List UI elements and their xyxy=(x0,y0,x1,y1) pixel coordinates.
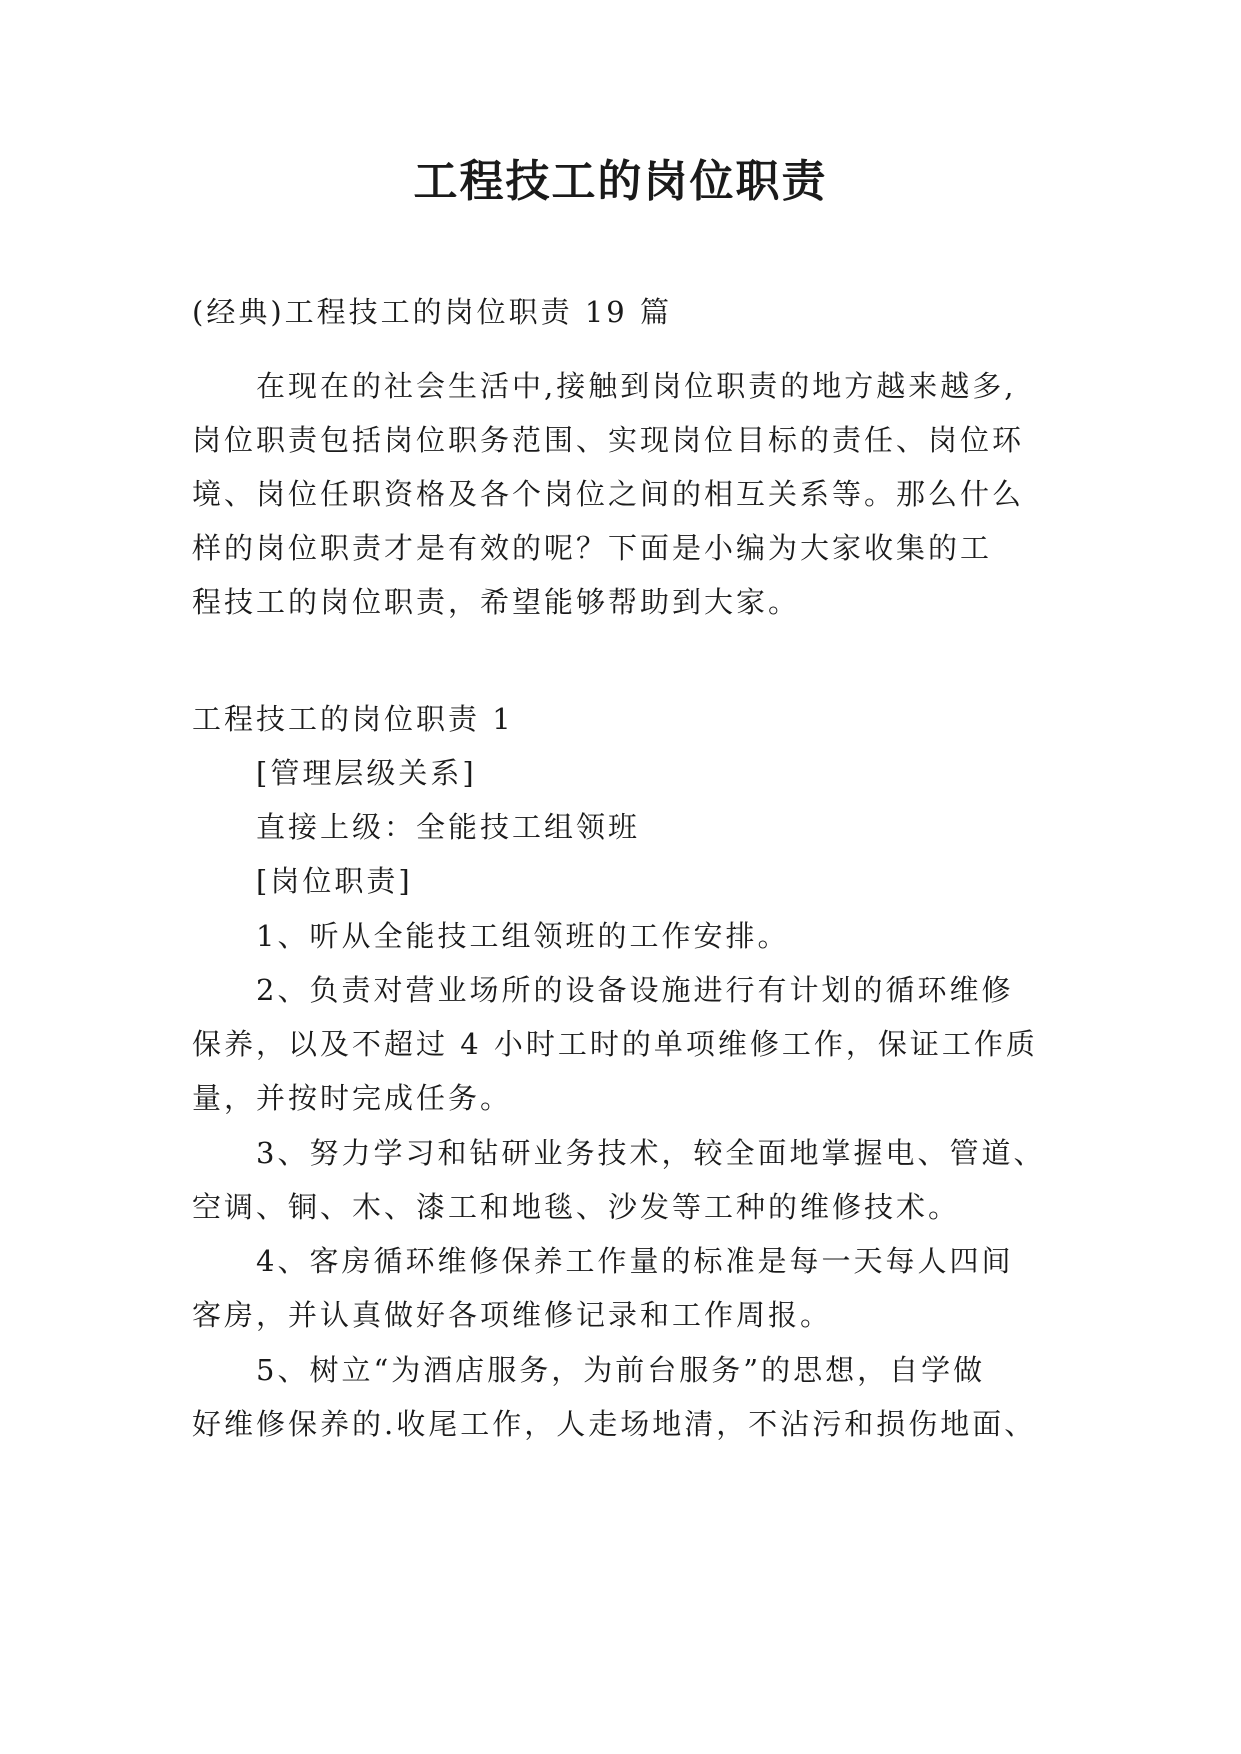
intro-line: 程技工的岗位职责，希望能够帮助到大家。 xyxy=(192,585,801,619)
duty-line: 保养，以及不超过 4 小时工时的单项维修工作，保证工作质 xyxy=(192,1027,1038,1061)
duty-line: 1、听从全能技工组领班的工作安排。 xyxy=(256,919,790,953)
duty-line: 空调、铜、木、漆工和地毯、沙发等工种的维修技术。 xyxy=(192,1190,961,1224)
duty-line: 好维修保养的.收尾工作，人走场地清，不沾污和损伤地面、 xyxy=(192,1407,1037,1441)
section-label: [岗位职责] xyxy=(256,864,413,898)
duty-line: 客房，并认真做好各项维修记录和工作周报。 xyxy=(192,1298,833,1332)
duty-line: 4、客房循环维修保养工作量的标准是每一天每人四间 xyxy=(256,1244,1014,1278)
section-label: [管理层级关系] xyxy=(256,756,477,790)
intro-line: 岗位职责包括岗位职务范围、实现岗位目标的责任、岗位环 xyxy=(192,423,1025,457)
supervisor-line: 直接上级：全能技工组领班 xyxy=(256,810,641,844)
duty-line: 量，并按时完成任务。 xyxy=(192,1081,513,1115)
document-title: 工程技工的岗位职责 xyxy=(413,156,828,207)
duty-line: 5、树立“为酒店服务，为前台服务”的思想，自学做 xyxy=(256,1353,986,1387)
duty-line: 2、负责对营业场所的设备设施进行有计划的循环维修 xyxy=(256,973,1014,1007)
intro-line: 样的岗位职责才是有效的呢？下面是小编为大家收集的工 xyxy=(192,531,993,565)
intro-line: 境、岗位任职资格及各个岗位之间的相互关系等。那么什么 xyxy=(192,477,1025,511)
section-heading: 工程技工的岗位职责 1 xyxy=(192,702,514,736)
duty-line: 3、努力学习和钻研业务技术，较全面地掌握电、管道、 xyxy=(256,1136,1046,1170)
intro-line: 在现在的社会生活中,接触到岗位职责的地方越来越多, xyxy=(256,369,1017,403)
document-subtitle: (经典)工程技工的岗位职责 19 篇 xyxy=(192,295,672,329)
